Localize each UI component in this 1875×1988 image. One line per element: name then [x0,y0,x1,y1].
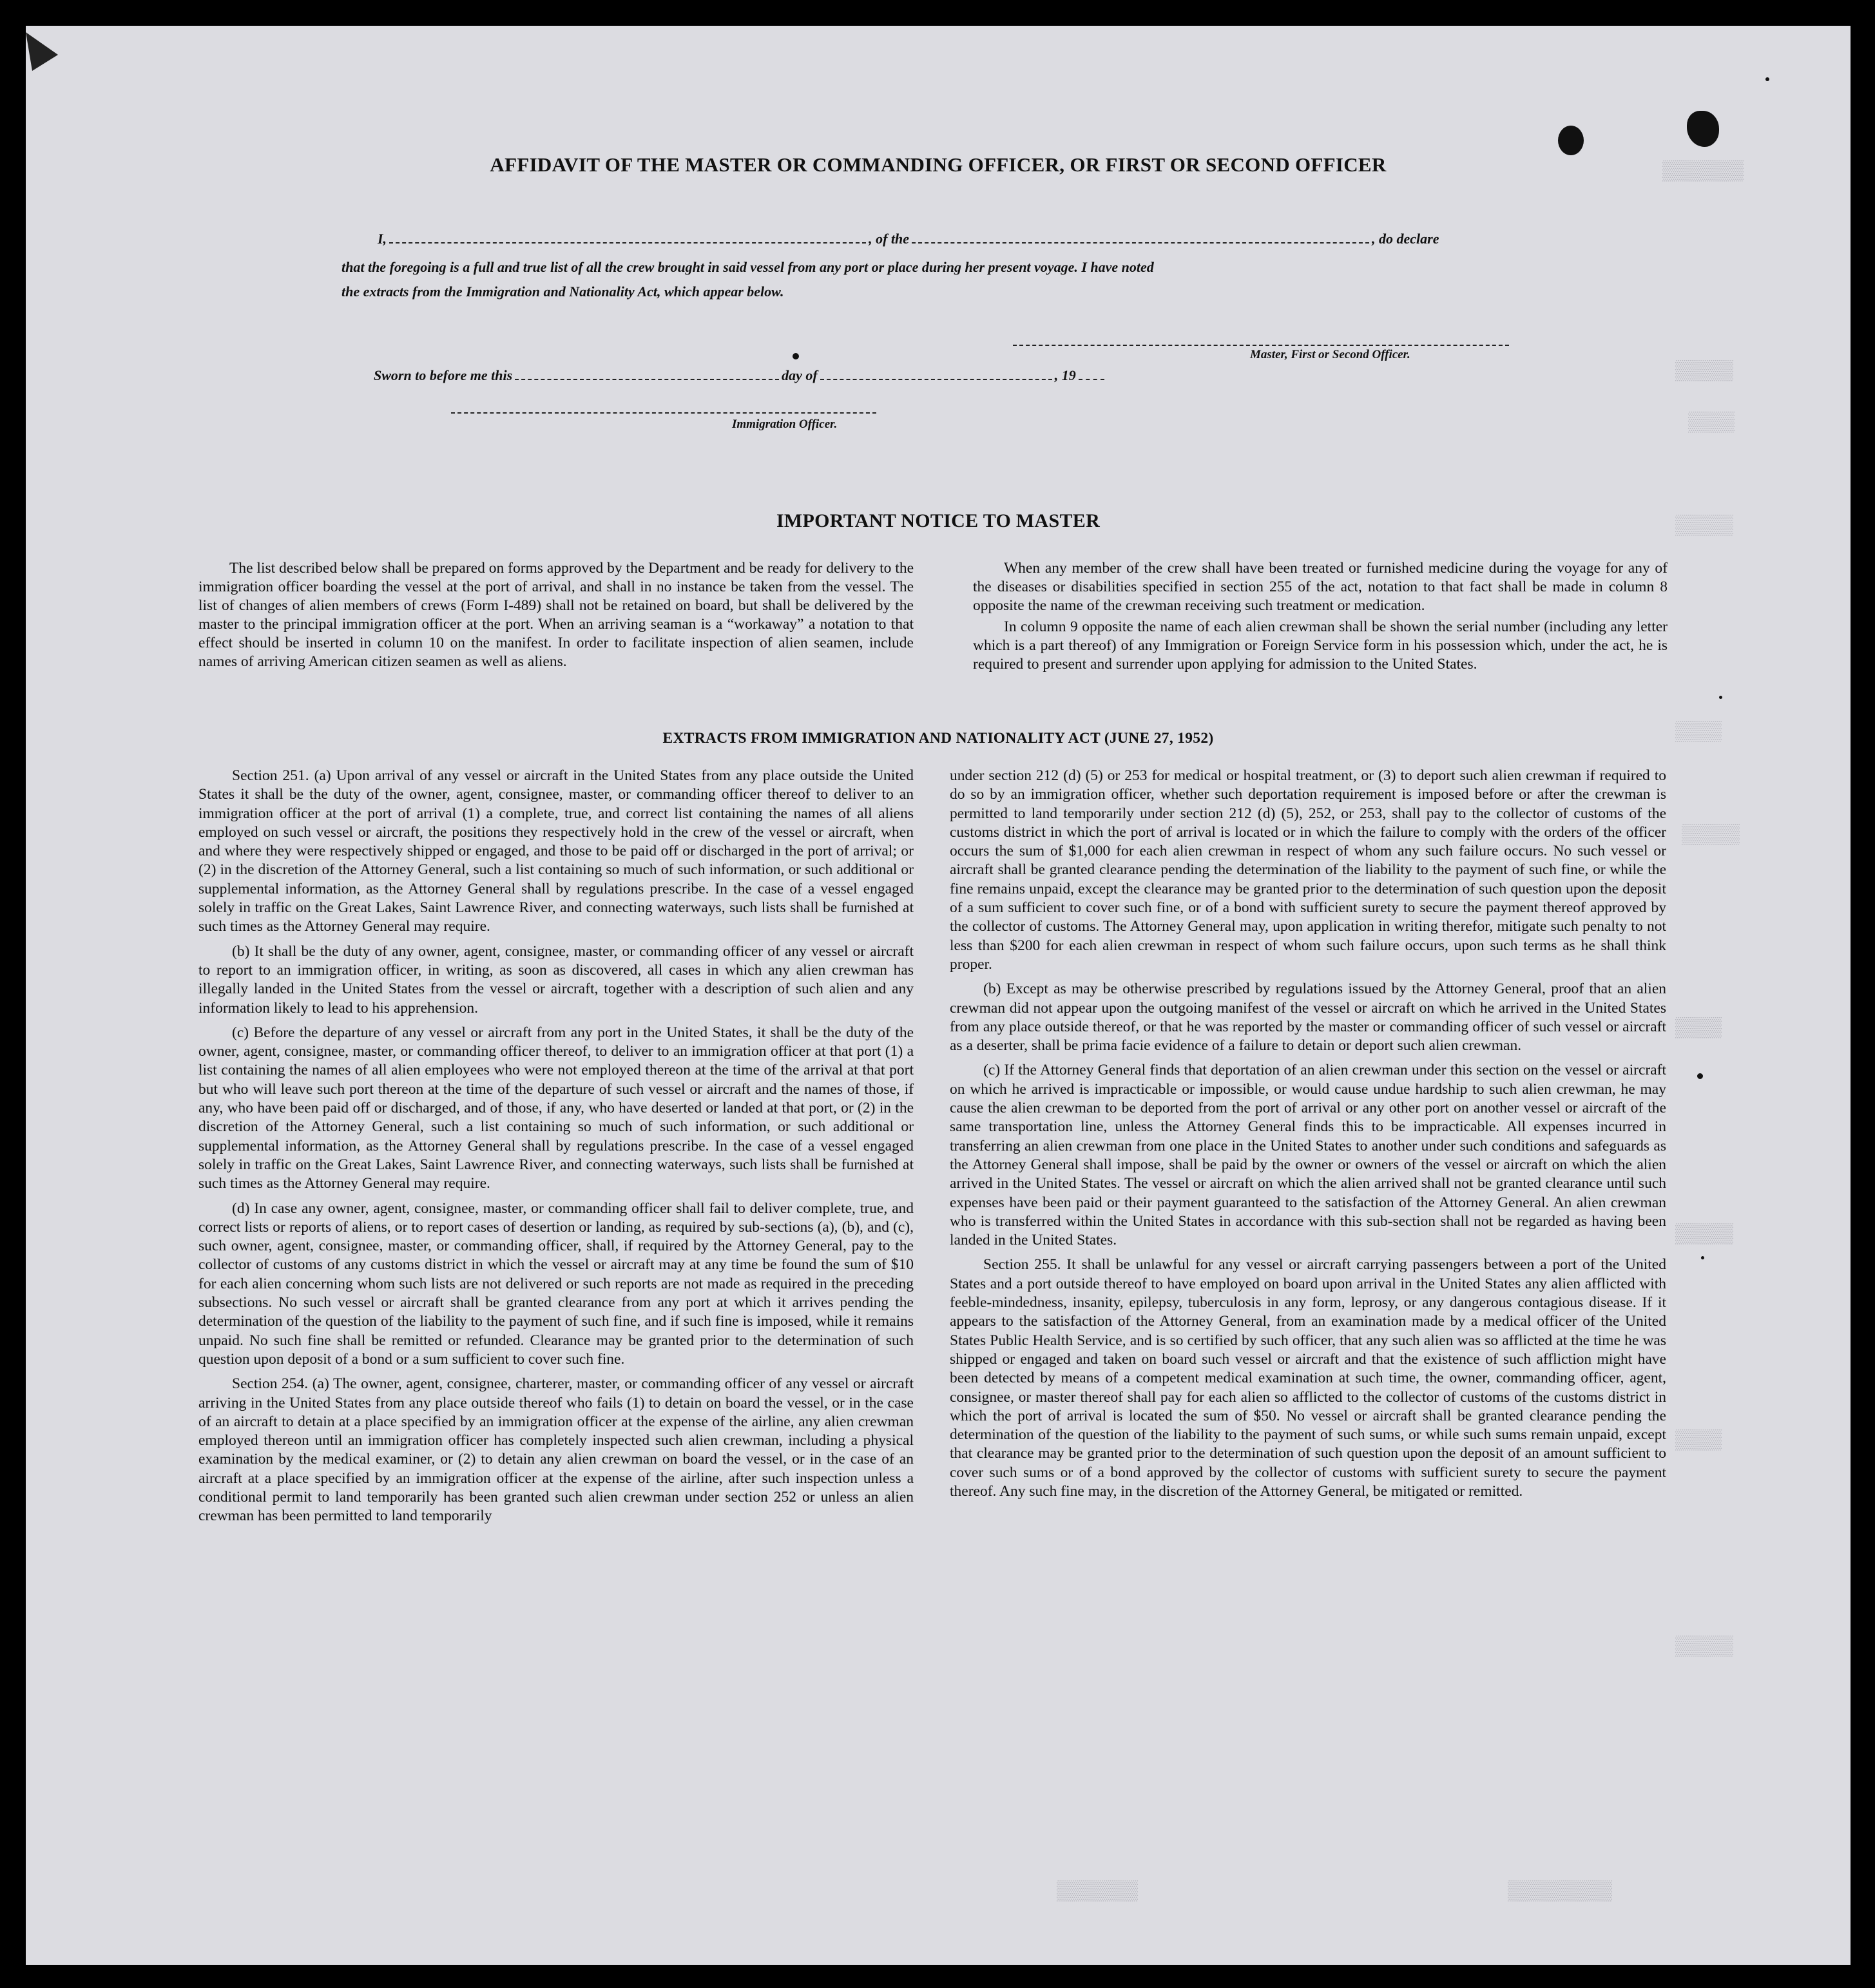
section-251d: (d) In case any owner, agent, consignee, master, or commanding officer shall fail to deliver complete, true, and correct lists or reports of aliens, or to report cases of desertion or landing, as required by sub-sections (a), (b), and (c), such owner, agent, consignee, master, or commanding officer, shall, if required by the Attorney General, pay to the collector of customs of any customs district in which the vessel or aircraft may at any time be found the sum of $10 for each alien concerning whom such lists are not delivered or such reports are not made as required in the preceding subsections. No such vessel or aircraft shall be granted clearance from any port at which it arrives pending the determination of the question of the liability to the payment of such fine, and if such fine is imposed, while it remains unpaid. No such fine shall be remitted or refunded. Clearance may be granted prior to the determination of such question upon deposit of a bond or a sum sufficient to cover such fine. [198,1199,914,1368]
vessel-blank[interactable] [912,231,1369,244]
notice-title: IMPORTANT NOTICE TO MASTER [776,510,1101,531]
section-254c: (c) If the Attorney General finds that deportation of an alien crewman under this section on the vessel or aircraft on which he arrived is impracticable or impossible, or would cause undue hardship to such alien crewman, he may cause the alien crewman to be deported from the port of arrival or any other port on another vessel or aircraft of the same transportation line, unless the Attorney General finds this to be impracticable. All expenses incurred in transferring an alien crewman from one place in the United States to another under such conditions and safeguards as the Attorney General shall impose, shall be paid by the owner or owners of the vessel or aircraft on which the alien arrived in the United States. The vessel or aircraft on which the alien arrived shall not be granted clearance until such expenses have been paid or their payment guaranteed to the satisfaction of the Attorney General. An alien crewman who is transferred within the United States in accordance with this sub-section shall not be regarded as having been landed in the United States. [950,1062,1666,1249]
notice-left-paragraph: The list described below shall be prepared on forms approved by the Department and be ready for delivery to the immigration officer boarding the vessel at the port of arrival, and shall in no instance be taken from the vessel. The list of changes of alien members of crews (Form I-489) shall not be retained on board, but shall be delivered by the master to the principal immigration officer at the port. When an arriving seaman is a “workaway” a notation to that effect should be inserted in column 10 on the manifest. In order to facilitate inspection of alien seamen, include names of arriving American citizen seamen as well as aliens. [198,560,914,670]
affidavit-title: AFFIDAVIT OF THE MASTER OR COMMANDING OFFICER, OR FIRST OR SECOND OFFICER [490,153,1387,176]
speck [1701,1256,1704,1259]
section-251a: Section 251. (a) Upon arrival of any vessel or aircraft in the United States from any place outside the United States it shall be the duty of the owner, agent, consignee, master, or commanding officer thereof to deliver to an immigration officer at the port of arrival (1) a complete, true, and correct list containing the names of all aliens employed on such vessel or aircraft, the positions they respectively hold in the crew of the vessel or aircraft, when and where they were respectively shipped or engaged, and those to be paid off or discharged in the port of arrival; or (2) in the discretion of the Attorney General, such a list containing so much of such information, or such additional or supplemental information, as the Attorney General shall by regulations prescribe. In the case of a vessel engaged solely in traffic on the Great Lakes, Saint Lawrence River, and connecting waterways, such lists shall be furnished at such times as the Attorney General may require. [198,767,914,935]
extracts-left-column [198,767,914,1532]
ink-blot [1558,126,1584,155]
speck [1719,696,1722,699]
extracts-right-column [950,767,1666,1507]
sworn-line [374,367,1250,384]
sworn-year-blank[interactable] [1079,367,1104,380]
name-blank[interactable] [389,231,866,244]
speck [1697,1073,1703,1079]
notice-right-column [973,559,1668,676]
year-label: , 19 [1054,367,1076,383]
master-signature-line[interactable] [1013,345,1509,346]
officer-caption: Immigration Officer. [732,417,838,431]
officer-signature-line[interactable] [451,412,876,414]
sworn-month-blank[interactable] [820,367,1052,380]
notice-right-paragraph-2: In column 9 opposite the name of each alien crewman shall be shown the serial number (including any letter which is a part thereof) of any Immigration or Foreign Service form in his possession which, under the act, he is required to present and surrender upon applying for admission to the United States. [973,618,1668,673]
section-254a-continued: under section 212 (d) (5) or 253 for medical or hospital treatment, or (3) to deport such alien crewman if required to do so by an immigration officer, whether such deportation requirement is imposed before or after the crewman is permitted to land temporarily under section 212 (d) (5), 252, or 253, shall pay to the collector of customs of the customs district in which the port of arrival is located or in which the failure to comply with the orders of the officer occurs the sum of $1,000 for each alien crewman in respect of whom any such failure occurs. No such vessel or aircraft shall be granted clearance pending the determination of the liability to the payment of such fine, or while the fine remains unpaid, except the clearance may be granted prior to the determination of such question upon the deposit of a sum sufficient to cover such fine, or of a bond with sufficient surety to secure the payment thereof approved by the collector of customs. The Attorney General may, upon application in writing therefor, mitigate such penalty to not less than $200 for each alien crewman in respect of whom such failure occurs, upon such terms as he shall think proper. [950,767,1666,973]
section-254a: Section 254. (a) The owner, agent, consignee, charterer, master, or commanding officer of any vessel or aircraft arriving in the United States from any place outside thereof who fails (1) to detain on board the vessel, or in the case of an aircraft to detain at a place specified by an immigration officer at the expense of the airline, any alien crewman employed thereon until an immigration officer has completely inspected such alien crewman, including a physical examination by the medical examiner, or (2) to detain any alien crewman on board the vessel, or in the case of an aircraft at a place specified by an immigration officer at the expense of the airline, after such inspection unless a conditional permit to land temporarily has been granted such alien crewman under section 252 or unless an alien crewman has been permitted to land temporarily [198,1375,914,1525]
extracts-title: EXTRACTS FROM IMMIGRATION AND NATIONALITY ACT (JUNE 27, 1952) [662,730,1214,747]
sworn-label: Sworn to before me this [374,367,513,383]
speck [1765,77,1769,81]
corner-mark-icon [26,26,77,77]
declaration-line [378,231,1518,247]
i-label: I, [378,231,387,247]
notice-left-column [198,559,914,674]
sworn-day-blank[interactable] [515,367,779,380]
ink-dot [793,353,799,359]
section-251b: (b) It shall be the duty of any owner, agent, consignee, master, or commanding officer of any vessel or aircraft to report to an immigration officer, in writing, as soon as discovered, all cases in which any alien crewman has illegally landed in the United States from the vessel or aircraft, together with a description of such alien and any information likely to lead to his apprehension. [198,942,914,1017]
section-255: Section 255. It shall be unlawful for any vessel or aircraft carrying passengers between a port of the United States and a port outside thereof to have employed on board upon arrival in the United States any alien afflicted with feeble-mindedness, insanity, epilepsy, tuberculosis in any form, leprosy, or any dangerous contagious disease. If it appears to the satisfaction of the Attorney General, from an examination made by a medical officer of the United States Public Health Service, and is so certified by such officer, that any such alien was so afflicted at the time he was shipped or engaged and taken on board such vessel or aircraft and that the existence of such affliction might have been detected by means of a competent medical examination at such time, the owner, commanding officer, agent, consignee, or master thereof shall pay for each alien so afflicted to the collector of customs of the customs district in which the port of arrival is located the sum of $50. No vessel or aircraft shall be granted clearance pending the determination of the question of the liability to the payment of such sums, or while such sums remain unpaid, except that clearance may be granted prior to the determination of such question upon the deposit of an amount sufficient to cover such sums or of a bond approved by the collector of customs with sufficient surety to secure the payment thereof. Any such fine may, in the discretion of the Attorney General, be mitigated or remitted. [950,1256,1666,1500]
declaration-text-2: the extracts from the Immigration and Nationality Act, which appear below. [341,283,784,300]
master-caption: Master, First or Second Officer. [1250,348,1410,361]
section-251c: (c) Before the departure of any vessel or aircraft from any port in the United States, it shall be the duty of the owner, agent, consignee, master, or commanding officer thereof, to deliver to an immigration officer at that port (1) a list containing the names of all alien employees who were not employed thereon at the time of the arrival at that port but who will leave such port thereon at the time of the departure of such vessel or aircraft and the names of those, if any, who have been paid off or discharged, and of those, if any, who have deserted or landed at that port, or (2) in the discretion of the Attorney General, such a list containing so much of such information, or such additional or supplemental information, as the Attorney General shall by regulations prescribe. In the case of a vessel engaged solely in traffic on the Great Lakes, Saint Lawrence River, and connecting waterways, such lists shall be furnished at such times as the Attorney General may require. [198,1024,914,1192]
notice-right-paragraph-1: When any member of the crew shall have been treated or furnished medicine during the voyage for any of the diseases or disabilities specified in section 255 of the act, notation to that fact shall be made in column 8 opposite the name of the crewman receiving such treatment or medication. [973,560,1668,614]
do-declare-label: , do declare [1372,231,1439,247]
day-of-label: day of [782,367,818,383]
ink-blot [1687,111,1719,147]
of-the-label: , of the [869,231,910,247]
declaration-text-1: that the foregoing is a full and true list of all the crew brought in said vessel from any port or place during her present voyage. I have noted [341,259,1154,275]
section-254b: (b) Except as may be otherwise prescribed by regulations issued by the Attorney General, proof that an alien crewman did not appear upon the outgoing manifest of the vessel or aircraft on which he arrived in the United States from any place outside thereof, or that he was reported by the master or commanding officer of such vessel or aircraft as a deserter, shall be prima facie evidence of a failure to detain or deport such alien crewman. [950,980,1666,1055]
document-page: ▒▒▒▒▒▒▒ ▒▒▒▒▒ ▒▒▒▒ ▒▒▒▒▒ ▒▒▒▒ ▒▒▒▒▒ ▒▒▒▒ ▒▒▒▒▒ ▒▒▒▒ ▒▒▒▒▒ ▒▒▒▒▒▒▒▒▒ ▒▒▒▒▒▒▒ AFFIDAVIT OF THE MASTER OR COMMANDING OFFICER, OR FIRST OR SECOND OFFICER I, , of the , do declare that the foregoing is a full and true list of all the crew brought in said vessel from any port or place during her present voyage. I have noted the extracts from the Immigration and Nationality Act, which appear below. Master, First or Second Officer. Sworn to before me this day of , 19 Immigration Officer. IMPORTANT NOTICE TO MASTER The list described below shall be prepared on forms approved by the Department and be ready for delivery to the immigration officer boarding the vessel at the port of arrival, and shall in no instance be taken from the vessel. The list of changes of alien members of crews (Form I-489) shall not be retained on board, but shall be delivered by the master to the principal immigration officer at the port. When an arriving seaman is a “workaway” a notation to that effect should be inserted in column 10 on the manifest. In order to facilitate inspection of alien seamen, include names of arriving American citizen seamen as well as aliens. When any member of the crew shall have been treated or furnished medicine during the voyage for any of the diseases or disabilities specified in section 255 of the act, notation to that fact shall be made in column 8 opposite the name of the crewman receiving such treatment or medication. In column 9 opposite the name of each alien crewman shall be shown the serial number (including any letter which is a part thereof) of any Immigration or Foreign Service form in his possession which, under the act, he is required to present and surrender upon applying for admission to the United States. EXTRACTS FROM IMMIGRATION AND NATIONALITY ACT (JUNE 27, 1952) Section 251. (a) Upon arrival of any vessel or aircraft in the United States from any place outside the United States it shall be the duty of the owner, agent, consignee, master, or commanding officer thereof to deliver to an immigration officer at the port of arrival (1) a complete, true, and correct list containing the names of all aliens employed on such vessel or aircraft, the positions they respectively hold in the crew of the vessel or aircraft, when and where they were respectively shipped or engaged, and those to be paid off or discharged in the port of arrival; or (2) in the discretion of the Attorney General, such a list containing so much of such information, or such additional or supplemental information, as the Attorney General shall by regulations prescribe. In the case of a vessel engaged solely in traffic on the Great Lakes, Saint Lawrence River, and connecting waterways, such lists shall be furnished at such times as the Attorney General may require. (b) It shall be the duty of any owner, agent, consignee, master, or commanding officer of any vessel or aircraft to report to an immigration officer, in writing, as soon as discovered, all cases in which any alien crewman has illegally landed in the United States from the vessel or aircraft, together with a description of such alien and any information likely to lead to his apprehension. (c) Before the departure of any vessel or aircraft from any port in the United States, it shall be the duty of the owner, agent, consignee, master, or commanding officer thereof, to deliver to an immigration officer at that port (1) a list containing the names of all alien employees who were not employed thereon at the time of the arrival at that port but who will leave such port thereon at the time of the departure of such vessel or aircraft and the names of those, if any, who have been paid off or discharged, and of those, if any, who have deserted or landed at that port, or (2) in the discretion of the Attorney General, such a list containing so much of such information, or such additional or supplemental information, as the Attorney General shall by regulations prescribe. In the case of a vessel engaged solely in traffic on the Great Lakes, Saint Lawrence River, and connecting waterways, such lists shall be furnished at such times as the Attorney General may require. (d) In case any owner, agent, consignee, master, or commanding officer shall fail to deliver complete, true, and correct lists or reports of aliens, or to report cases of desertion or landing, as required by sub-sections (a), (b), and (c), such owner, agent, consignee, master, or commanding officer, shall, if required by the Attorney General, pay to the collector of customs of any customs district in which the vessel or aircraft may at any time be found the sum of $10 for each alien concerning whom such lists are not delivered or such reports are not made as required in the preceding subsections. No such vessel or aircraft shall be granted clearance from any port at which it arrives pending the determination of the question of the liability to the payment of such fine, and if such fine is imposed, while it remains unpaid. No such fine shall be remitted or refunded. Clearance may be granted prior to the determination of such question upon deposit of a bond or a sum sufficient to cover such fine. Section 254. (a) The owner, agent, consignee, charterer, master, or commanding officer of any vessel or aircraft arriving in the United States from any place outside thereof who fails (1) to detain on board the vessel, or in the case of an aircraft to detain at a place specified by an immigration officer at the expense of the airline, any alien crewman employed thereon until an immigration officer has completely inspected such alien crewman, including a physical examination by the medical examiner, or (2) to detain any alien crewman on board the vessel, or in the case of an aircraft at a place specified by an immigration officer at the expense of the airline, after such inspection unless a conditional permit to land temporarily has been granted such alien crewman under section 252 or unless an alien crewman has been permitted to land temporarily under section 212 (d) (5) or 253 for medical or hospital treatment, or (3) to deport such alien crewman if required to do so by an immigration officer, whether such deportation requirement is imposed before or after the crewman is permitted to land temporarily under section 212 (d) (5), 252, or 253, shall pay to the collector of customs of the customs district in which the port of arrival is located or in which the failure to comply with the orders of the officer occurs the sum of $1,000 for each alien crewman in respect of whom any such failure occurs. No such vessel or aircraft shall be granted clearance pending the determination of the liability to the payment of such fine, or while the fine remains unpaid, except the clearance may be granted prior to the determination of such question upon the deposit of a sum sufficient to cover such fine, or of a bond with sufficient surety to secure the payment thereof approved by the collector of customs. The Attorney General may, upon application in writing therefor, mitigate such penalty to not less than $200 for each alien crewman in respect of whom such failure occurs, upon such terms as he shall think proper. (b) Except as may be otherwise prescribed by regulations issued by the Attorney General, proof that an alien crewman did not appear upon the outgoing manifest of the vessel or aircraft on which he arrived in the United States from any place outside thereof, or that he was reported by the master or commanding officer of such vessel or aircraft as a deserter, shall be prima facie evidence of a failure to detain or deport such alien crewman. (c) If the Attorney General finds that deportation of an alien crewman under this section on the vessel or aircraft on which he arrived is impracticable or impossible, or would cause undue hardship to such alien crewman, he may cause the alien crewman to be deported from the port of arrival or any other port on another vessel or aircraft of the same transportation line, unless the Attorney General finds this to be impracticable. All expenses incurred in transferring an alien crewman from one place in the United States to another under such conditions and safeguards as the Attorney General shall impose, shall be paid by the owner or owners of the vessel or aircraft on which the alien arrived in the United States. The vessel or aircraft on which the alien arrived shall not be granted clearance until such expenses have been paid or their payment guaranteed to the satisfaction of the Attorney General. An alien crewman who is transferred within the United States in accordance with this sub-section shall not be regarded as having been landed in the United States. Section 255. It shall be unlawful for any vessel or aircraft carrying passengers between a port of the United States and a port outside thereof to have employed on board upon arrival in the United States any alien afflicted with feeble-mindedness, insanity, epilepsy, tuberculosis in any form, leprosy, or any dangerous contagious disease. If it appears to the satisfaction of the Attorney General, from an examination made by a medical officer of the United States Public Health Service, and is so certified by such officer, that any such alien was so afflicted at the time he was shipped or engaged and taken on board such vessel or aircraft and that the existence of such affliction might have been detected by means of a competent medical examination at such time, the owner, commanding officer, agent, consignee, or master thereof shall pay for each alien so afflicted to the collector of customs of the customs district in which the port of arrival is located the sum of $50. No vessel or aircraft shall be granted clearance pending the determination of the question of the liability to the payment of such sums, or while such sums remain unpaid, except that clearance may be granted prior to the determination of such question upon the deposit of an amount sufficient to cover such sums or of a bond approved by the collector of customs with sufficient surety to secure the payment thereof. Any such fine may, in the discretion of the Attorney General, be mitigated or remitted. [26,26,1851,1965]
